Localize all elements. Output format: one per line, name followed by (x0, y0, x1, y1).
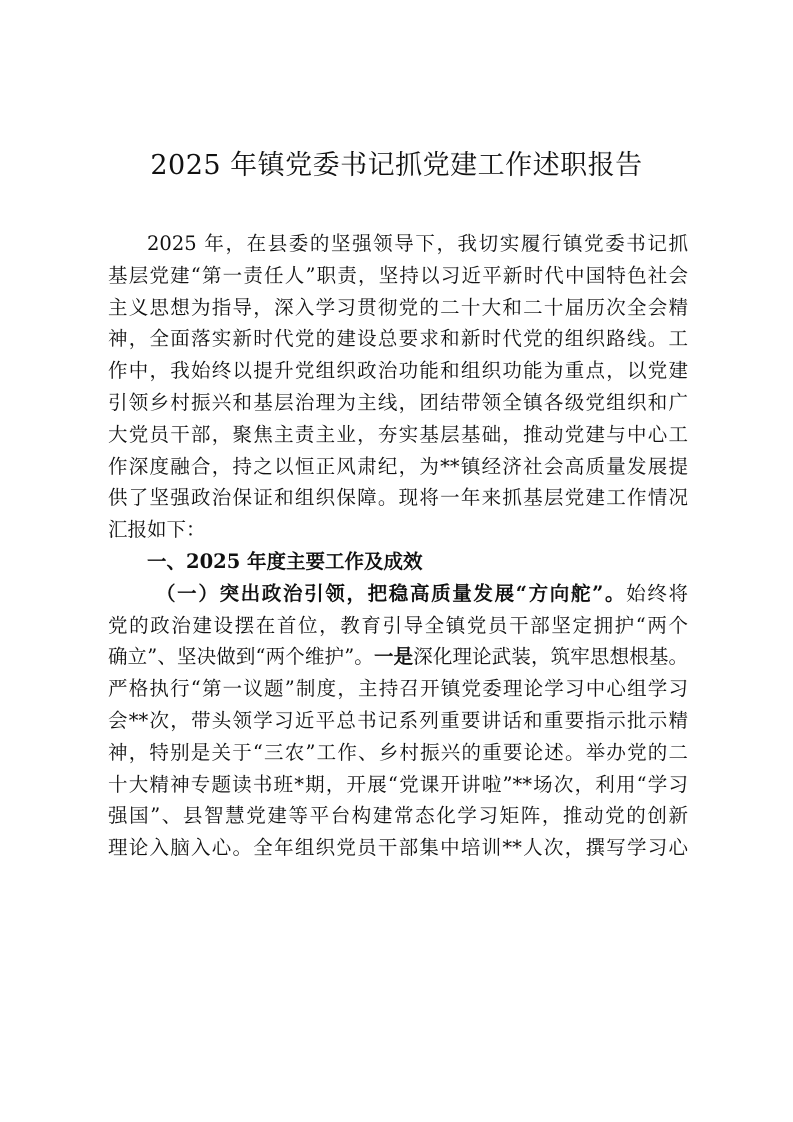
emphasis-lead: 一是 (373, 645, 414, 669)
paragraph-line: 大党员干部，聚焦主责主业，夯实基层基础，推动党建与中心工 (108, 422, 688, 446)
paragraph-line: 严格执行“第一议题”制度，主持召开镇党委理论学习中心组学习 (108, 677, 688, 701)
paragraph-line: 作中，我始终以提升党组织政治功能和组织功能为重点，以党建 (108, 359, 688, 383)
subsection-heading-line (108, 578, 688, 610)
section-heading: 一、2025 年度主要工作及成效 (147, 549, 423, 573)
paragraph-line: 党的政治建设摆在首位，教育引导全镇党员干部坚定拥护“两个 (108, 613, 688, 637)
paragraph-line (108, 641, 688, 673)
paragraph-line: 引领乡村振兴和基层治理为主线，团结带领全镇各级党组织和广 (108, 390, 688, 414)
subsection-heading: （一）突出政治引领，把稳高质量发展“方向舵”。 (156, 581, 627, 605)
document-body (108, 228, 688, 864)
paragraph-line: 神，特别是关于“三农”工作、乡村振兴的重要论述。举办党的二 (108, 740, 688, 764)
document-title: 2025 年镇党委书记抓党建工作述职报告 (150, 150, 643, 181)
paragraph-line-segment: 确立”、坚决做到“两个维护”。 (108, 645, 374, 669)
paragraph-line: 基层党建“第一责任人”职责，坚持以习近平新时代中国特色社会 (108, 263, 688, 287)
paragraph-line: 汇报如下： (108, 518, 206, 542)
paragraph-line: 作深度融合，持之以恒正风肃纪，为**镇经济社会高质量发展提 (108, 454, 688, 478)
paragraph-line: 神，全面落实新时代党的建设总要求和新时代党的组织路线。工 (108, 327, 688, 351)
paragraph-line-segment: 深化理论武装，筑牢思想根基。 (413, 645, 688, 669)
paragraph-line: 十大精神专题读书班*期，开展“党课开讲啦”**场次，利用“学习 (108, 772, 688, 796)
paragraph-line: 强国”、县智慧党建等平台构建常态化学习矩阵，推动党的创新 (108, 804, 688, 828)
paragraph-line: 会**次，带头领学习近平总书记系列重要讲话和重要指示批示精 (108, 708, 688, 732)
paragraph-line: 2025 年，在县委的坚强领导下，我切实履行镇党委书记抓 (147, 232, 688, 255)
subsection-heading-tail: 始终将 (626, 581, 688, 605)
paragraph-line: 理论入脑入心。全年组织党员干部集中培训**人次，撰写学习心 (108, 836, 688, 860)
paragraph-line: 供了坚强政治保证和组织保障。现将一年来抓基层党建工作情况 (108, 486, 688, 510)
paragraph-line: 主义思想为指导，深入学习贯彻党的二十大和二十届历次全会精 (108, 295, 688, 319)
